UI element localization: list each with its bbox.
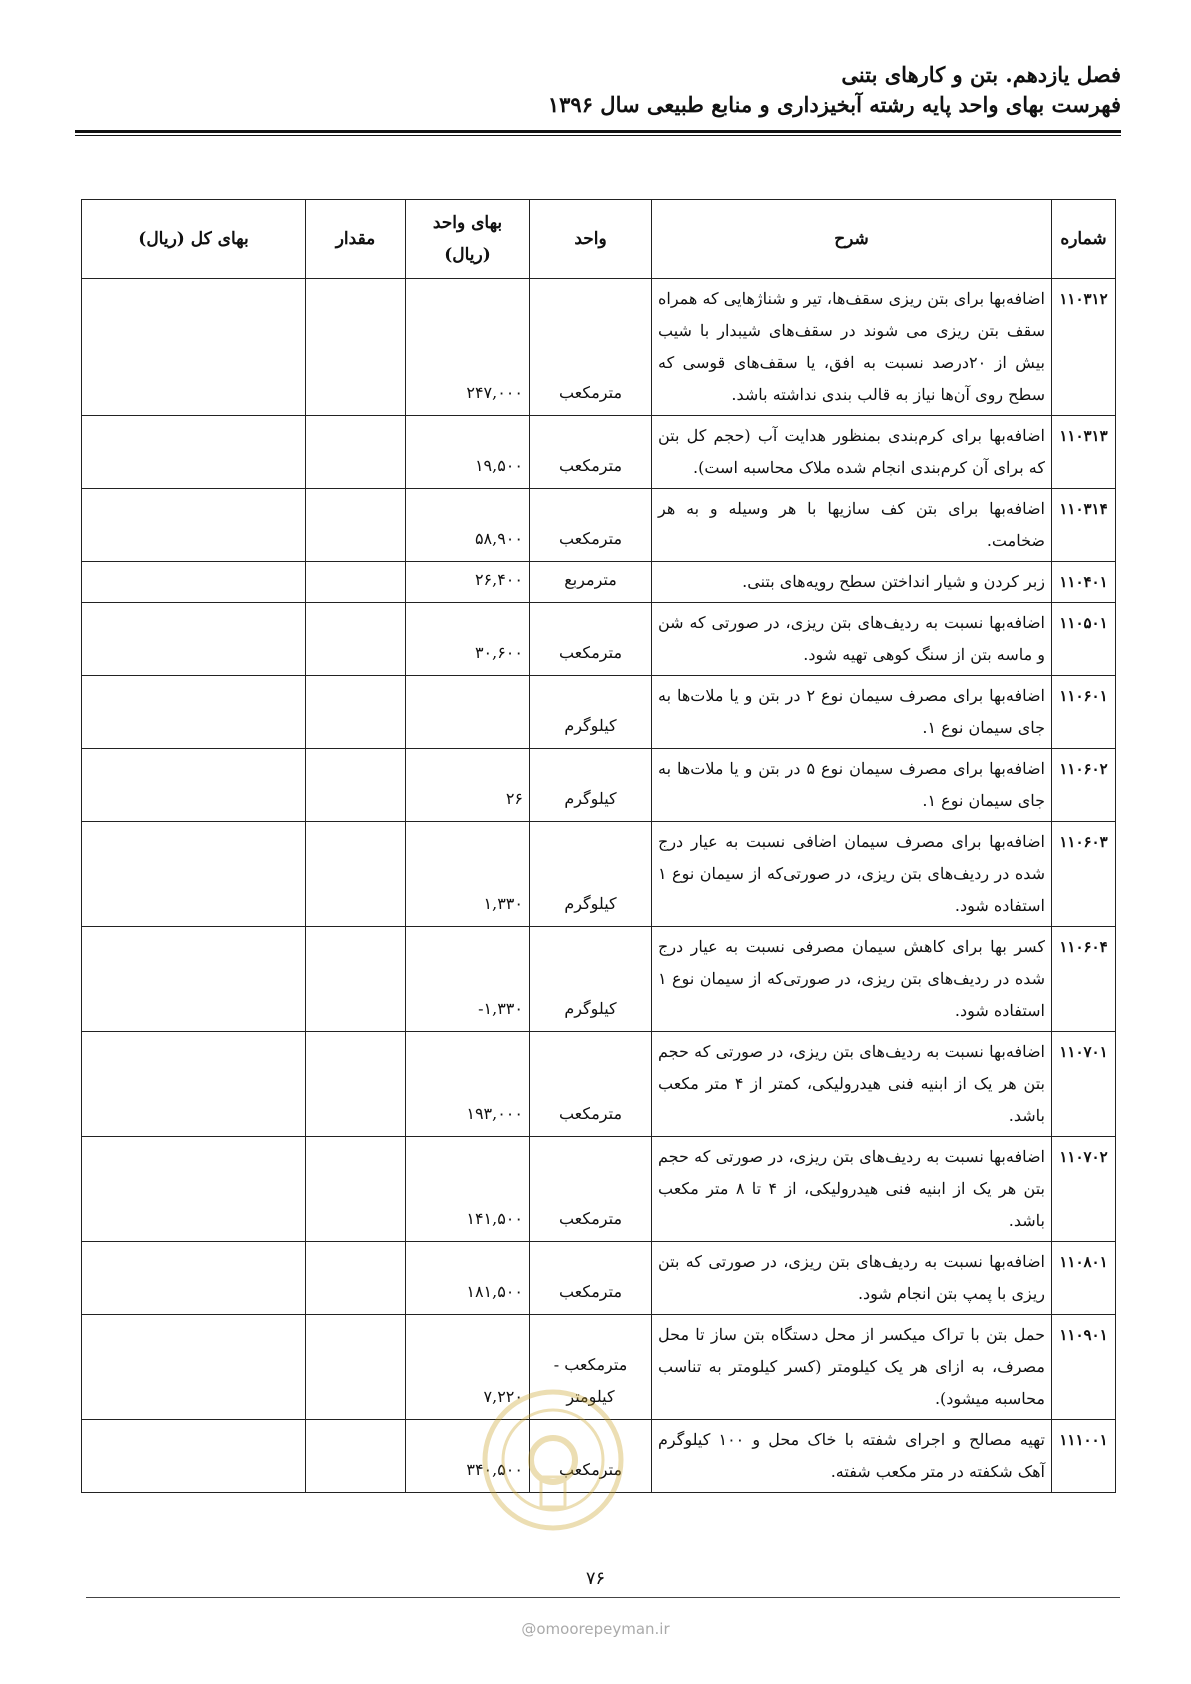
row-number: ۱۱۰۶۰۳: [1052, 822, 1116, 927]
row-unit: کیلوگرم: [530, 822, 652, 927]
table-row: [82, 1137, 1116, 1242]
row-unit: کیلوگرم: [530, 927, 652, 1032]
row-quantity: [306, 1032, 406, 1137]
table-row: [82, 749, 1116, 822]
row-description: اضافه‌بها نسبت به ردیف‌های بتن ریزی، در صورتی که حجم بتن هر یک از ابنیه فنی هیدرولیکی، کمتر از ۴ متر مکعب باشد.: [652, 1032, 1052, 1137]
row-unit-price: ۱۴۱,۵۰۰: [406, 1137, 530, 1242]
row-description: اضافه‌بها برای مصرف سیمان نوع ۵ در بتن و یا ملات‌ها به جای سیمان نوع ۱.: [652, 749, 1052, 822]
row-number: ۱۱۰۳۱۴: [1052, 489, 1116, 562]
header-description: شرح: [652, 200, 1052, 279]
row-number: ۱۱۰۳۱۲: [1052, 279, 1116, 416]
row-number: ۱۱۰۵۰۱: [1052, 603, 1116, 676]
row-total-price: [82, 489, 306, 562]
row-unit-price: ۳۴۰,۵۰۰: [406, 1420, 530, 1493]
row-description: اضافه‌بها برای مصرف سیمان اضافی نسبت به عیار درج شده در ردیف‌های بتن ریزی، در صورتی‌که از سیمان نوع ۱ استفاده شود.: [652, 822, 1052, 927]
row-unit: مترمکعب: [530, 279, 652, 416]
row-number: ۱۱۰۸۰۱: [1052, 1242, 1116, 1315]
row-number: ۱۱۰۷۰۲: [1052, 1137, 1116, 1242]
row-unit-price: ۲۶: [406, 749, 530, 822]
table-row: [82, 279, 1116, 416]
row-total-price: [82, 416, 306, 489]
row-unit-price: ۵۸,۹۰۰: [406, 489, 530, 562]
watermark-seal-icon: [478, 1385, 628, 1535]
row-quantity: [306, 1315, 406, 1420]
row-description: کسر بها برای کاهش سیمان مصرفی نسبت به عیار درج شده در ردیف‌های بتن ریزی، در صورتی‌که از سیمان نوع ۱ استفاده شود.: [652, 927, 1052, 1032]
row-total-price: [82, 1242, 306, 1315]
row-description: اضافه‌بها برای بتن ریزی سقف‌ها، تیر و شناژهایی که همراه سقف بتن ریزی می شوند در سقف‌های شیبدار با شیب بیش از ۲۰درصد نسبت به افق، یا سقف‌های قوسی که سطح روی آن‌ها نیاز به قالب بندی نداشته باشد.: [652, 279, 1052, 416]
row-quantity: [306, 676, 406, 749]
row-number: ۱۱۰۹۰۱: [1052, 1315, 1116, 1420]
row-total-price: [82, 1420, 306, 1493]
row-total-price: [82, 1032, 306, 1137]
table-row: [82, 1242, 1116, 1315]
header-rule-thick: [75, 130, 1121, 133]
row-quantity: [306, 1242, 406, 1315]
row-unit: کیلوگرم: [530, 749, 652, 822]
row-description: اضافه‌بها برای بتن کف سازیها با هر وسیله و به هر ضخامت.: [652, 489, 1052, 562]
row-quantity: [306, 749, 406, 822]
row-unit: مترمکعب: [530, 603, 652, 676]
table-header-row: [82, 200, 1116, 279]
table-row: [82, 603, 1116, 676]
table-row: [82, 822, 1116, 927]
row-unit-price: ۲۶,۴۰۰: [406, 562, 530, 603]
header-unit-price: بهای واحد (ریال): [406, 200, 530, 279]
row-quantity: [306, 1137, 406, 1242]
row-unit: مترمکعب: [530, 1032, 652, 1137]
page-number: ۷۶: [585, 1568, 606, 1589]
row-quantity: [306, 1420, 406, 1493]
row-number: ۱۱۱۰۰۱: [1052, 1420, 1116, 1493]
row-unit-price: ۱,۳۳۰: [406, 822, 530, 927]
header-quantity: مقدار: [306, 200, 406, 279]
row-description: حمل بتن با تراک میکسر از محل دستگاه بتن ساز تا محل مصرف، به ازای هر یک کیلومتر (کسر کیلومتر به تناسب محاسبه میشود).: [652, 1315, 1052, 1420]
row-total-price: [82, 927, 306, 1032]
row-unit-price: ۷,۲۲۰: [406, 1315, 530, 1420]
page-header: [75, 60, 1121, 120]
row-unit-price: [406, 676, 530, 749]
row-quantity: [306, 603, 406, 676]
header-number: شماره: [1052, 200, 1116, 279]
header-unit: واحد: [530, 200, 652, 279]
header-rule-thin: [75, 135, 1121, 136]
row-quantity: [306, 489, 406, 562]
row-unit: مترمکعب: [530, 416, 652, 489]
row-unit-price: ۱۹,۵۰۰: [406, 416, 530, 489]
row-total-price: [82, 562, 306, 603]
row-unit-price: -۱,۳۳۰: [406, 927, 530, 1032]
row-description: اضافه‌بها برای کرم‌بندی بمنظور هدایت آب (حجم کل بتن که برای آن کرم‌بندی انجام شده ملاک محاسبه است).: [652, 416, 1052, 489]
row-unit: مترمربع: [530, 562, 652, 603]
row-description: اضافه‌بها نسبت به ردیف‌های بتن ریزی، در صورتی که حجم بتن هر یک از ابنیه فنی هیدرولیکی، از ۴ تا ۸ متر مکعب باشد.: [652, 1137, 1052, 1242]
table-row: [82, 562, 1116, 603]
price-table: [81, 199, 1116, 1493]
row-number: ۱۱۰۷۰۱: [1052, 1032, 1116, 1137]
row-number: ۱۱۰۶۰۲: [1052, 749, 1116, 822]
table-row: [82, 1032, 1116, 1137]
document-title: فهرست بهای واحد پایه رشته آبخیزداری و منابع طبیعی سال ۱۳۹۶: [547, 92, 1121, 117]
row-total-price: [82, 749, 306, 822]
row-total-price: [82, 1315, 306, 1420]
row-unit-price: ۳۰,۶۰۰: [406, 603, 530, 676]
row-unit-price: ۱۸۱,۵۰۰: [406, 1242, 530, 1315]
row-total-price: [82, 279, 306, 416]
row-unit: مترمکعب - کیلومتر: [530, 1315, 652, 1420]
row-unit: مترمکعب: [530, 1242, 652, 1315]
row-quantity: [306, 279, 406, 416]
row-unit: مترمکعب: [530, 1420, 652, 1493]
row-description: زبر کردن و شیار انداختن سطح رویه‌های بتنی.: [652, 562, 1052, 603]
table-row: [82, 489, 1116, 562]
header-total-price: بهای کل (ریال): [82, 200, 306, 279]
website-watermark: @omoorepeyman.ir: [521, 1620, 670, 1638]
row-description: تهیه مصالح و اجرای شفته با خاک محل و ۱۰۰ کیلوگرم آهک شکفته در متر مکعب شفته.: [652, 1420, 1052, 1493]
row-unit: کیلوگرم: [530, 676, 652, 749]
table-row: [82, 676, 1116, 749]
row-quantity: [306, 416, 406, 489]
table-row: [82, 416, 1116, 489]
row-description: اضافه‌بها نسبت به ردیف‌های بتن ریزی، در صورتی که شن و ماسه بتن از سنگ کوهی تهیه شود.: [652, 603, 1052, 676]
row-number: ۱۱۰۶۰۱: [1052, 676, 1116, 749]
row-unit-price: ۱۹۳,۰۰۰: [406, 1032, 530, 1137]
row-total-price: [82, 1137, 306, 1242]
row-unit: مترمکعب: [530, 489, 652, 562]
footer-rule: [86, 1597, 1120, 1598]
row-total-price: [82, 822, 306, 927]
chapter-title: فصل یازدهم. بتن و کارهای بتنی: [841, 62, 1121, 87]
row-total-price: [82, 676, 306, 749]
row-description: اضافه‌بها برای مصرف سیمان نوع ۲ در بتن و یا ملات‌ها به جای سیمان نوع ۱.: [652, 676, 1052, 749]
row-total-price: [82, 603, 306, 676]
row-quantity: [306, 822, 406, 927]
table-row: [82, 927, 1116, 1032]
row-quantity: [306, 927, 406, 1032]
row-unit: مترمکعب: [530, 1137, 652, 1242]
row-unit-price: ۲۴۷,۰۰۰: [406, 279, 530, 416]
row-number: ۱۱۰۳۱۳: [1052, 416, 1116, 489]
row-quantity: [306, 562, 406, 603]
row-description: اضافه‌بها نسبت به ردیف‌های بتن ریزی، در صورتی که بتن ریزی با پمپ بتن انجام شود.: [652, 1242, 1052, 1315]
row-number: ۱۱۰۴۰۱: [1052, 562, 1116, 603]
row-number: ۱۱۰۶۰۴: [1052, 927, 1116, 1032]
